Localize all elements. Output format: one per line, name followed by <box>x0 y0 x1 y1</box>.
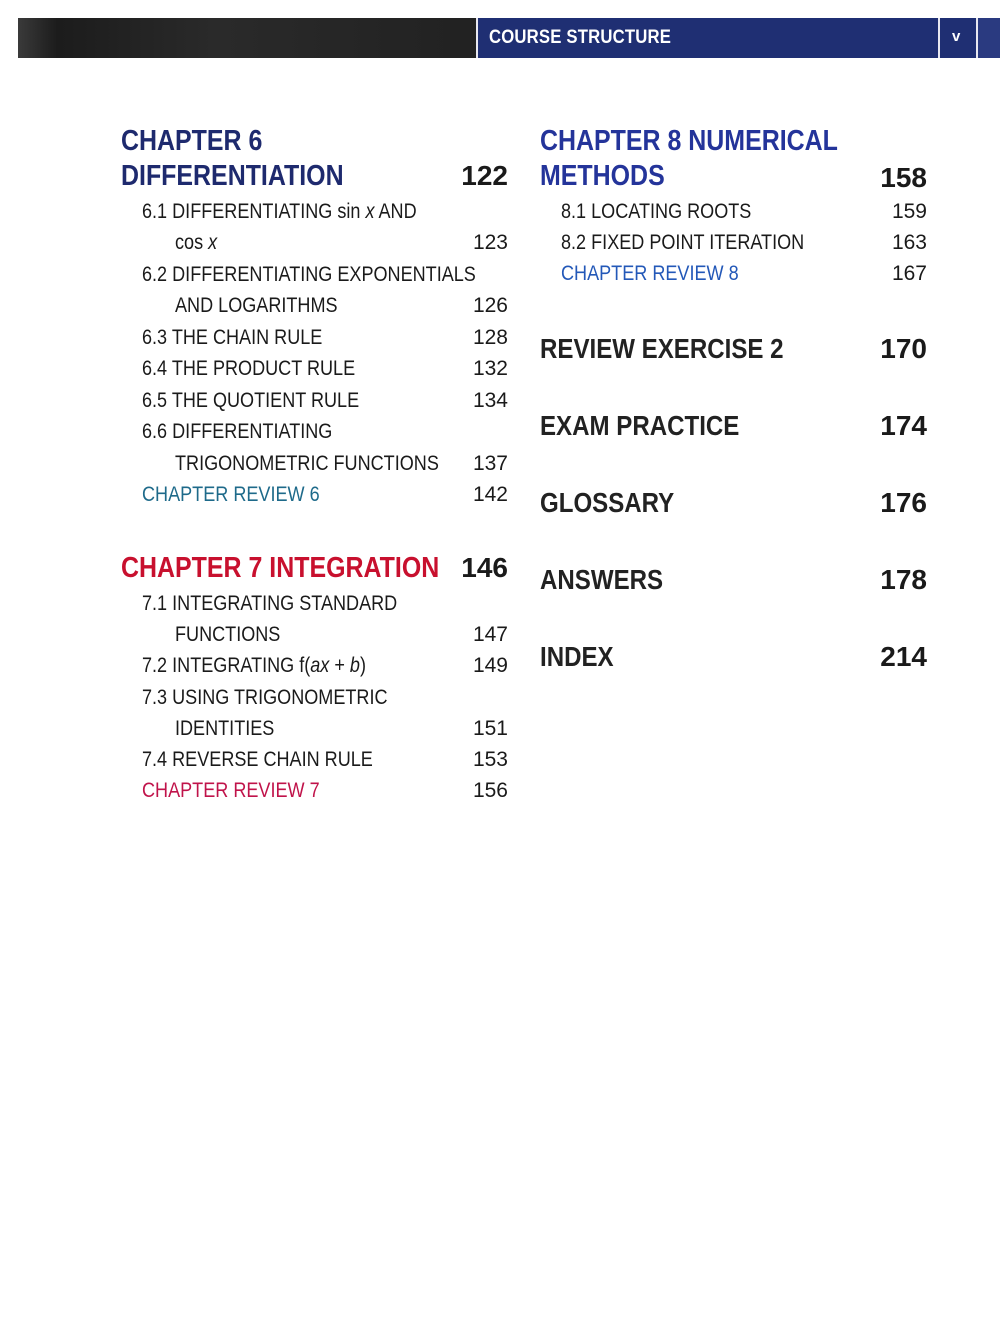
header-edge <box>976 18 1000 58</box>
toc-glossary[interactable]: GLOSSARY <box>540 487 675 518</box>
toc-item-7-1-page: 147 <box>472 623 508 646</box>
chapter-8-title-line1[interactable]: CHAPTER 8 NUMERICAL <box>540 125 838 157</box>
header-title: COURSE STRUCTURE <box>489 27 672 48</box>
toc-item-6-2[interactable]: 6.2 DIFFERENTIATING EXPONENTIALS <box>142 263 476 286</box>
toc-item-7-3-cont[interactable]: IDENTITIES <box>175 717 275 740</box>
toc-item-7-1[interactable]: 7.1 INTEGRATING STANDARD <box>142 592 398 615</box>
toc-item-7-3-page: 151 <box>472 717 508 740</box>
toc-index-page: 214 <box>880 641 927 672</box>
chapter-6-title-line1[interactable]: CHAPTER 6 <box>121 125 263 157</box>
toc-item-8-2[interactable]: 8.2 FIXED POINT ITERATION <box>561 231 805 254</box>
toc-index[interactable]: INDEX <box>540 641 614 672</box>
toc-glossary-page: 176 <box>880 487 927 518</box>
chapter-6-title-line2[interactable]: DIFFERENTIATION <box>121 160 344 192</box>
toc-item-6-3[interactable]: 6.3 THE CHAIN RULE <box>142 326 323 349</box>
chapter-review-7[interactable]: CHAPTER REVIEW 7 <box>142 779 320 802</box>
page-number-box <box>938 18 976 58</box>
toc-review-exercise-2[interactable]: REVIEW EXERCISE 2 <box>540 333 784 364</box>
toc-answers-page: 178 <box>880 564 927 595</box>
chapter-7-page: 146 <box>461 552 508 583</box>
toc-review-exercise-2-page: 170 <box>880 333 927 364</box>
chapter-6-page: 122 <box>461 160 508 191</box>
toc-item-6-4-page: 132 <box>472 357 508 380</box>
header-section-box <box>476 18 938 58</box>
toc-exam-practice-page: 174 <box>880 410 927 441</box>
toc-item-8-2-page: 163 <box>891 231 927 254</box>
toc-item-7-4[interactable]: 7.4 REVERSE CHAIN RULE <box>142 748 373 771</box>
toc-exam-practice[interactable]: EXAM PRACTICE <box>540 410 740 441</box>
toc-item-6-6-cont[interactable]: TRIGONOMETRIC FUNCTIONS <box>175 452 439 475</box>
chapter-8-page: 158 <box>880 162 927 193</box>
toc-item-6-5[interactable]: 6.5 THE QUOTIENT RULE <box>142 389 360 412</box>
toc-item-6-1[interactable]: 6.1 DIFFERENTIATING sin x AND <box>142 200 417 223</box>
toc-item-7-2[interactable]: 7.2 INTEGRATING f(ax + b) <box>142 654 367 677</box>
toc-item-8-1-page: 159 <box>891 200 927 223</box>
chapter-review-6-page: 142 <box>472 483 508 506</box>
chapter-review-7-page: 156 <box>472 779 508 802</box>
toc-item-7-3[interactable]: 7.3 USING TRIGONOMETRIC <box>142 686 388 709</box>
toc-item-6-4[interactable]: 6.4 THE PRODUCT RULE <box>142 357 356 380</box>
chapter-review-8[interactable]: CHAPTER REVIEW 8 <box>561 262 739 285</box>
chapter-review-6[interactable]: CHAPTER REVIEW 6 <box>142 483 320 506</box>
toc-item-6-5-page: 134 <box>472 389 508 412</box>
toc-item-6-6[interactable]: 6.6 DIFFERENTIATING <box>142 420 333 443</box>
page-number: v <box>952 28 961 45</box>
toc-item-7-4-page: 153 <box>472 748 508 771</box>
toc-item-6-2-cont[interactable]: AND LOGARITHMS <box>175 294 338 317</box>
toc-item-6-2-page: 126 <box>472 294 508 317</box>
toc-item-6-1-cont[interactable]: cos x <box>175 231 218 254</box>
toc-item-6-3-page: 128 <box>472 326 508 349</box>
chapter-8-title-line2[interactable]: METHODS <box>540 160 665 192</box>
chapter-7-title[interactable]: CHAPTER 7 INTEGRATION <box>121 552 440 584</box>
toc-item-7-2-page: 149 <box>472 654 508 677</box>
toc-item-7-1-cont[interactable]: FUNCTIONS <box>175 623 281 646</box>
toc-answers[interactable]: ANSWERS <box>540 564 664 595</box>
toc-item-6-1-page: 123 <box>472 231 508 254</box>
toc-item-8-1[interactable]: 8.1 LOCATING ROOTS <box>561 200 752 223</box>
toc-item-6-6-page: 137 <box>472 452 508 475</box>
chapter-review-8-page: 167 <box>891 262 927 285</box>
